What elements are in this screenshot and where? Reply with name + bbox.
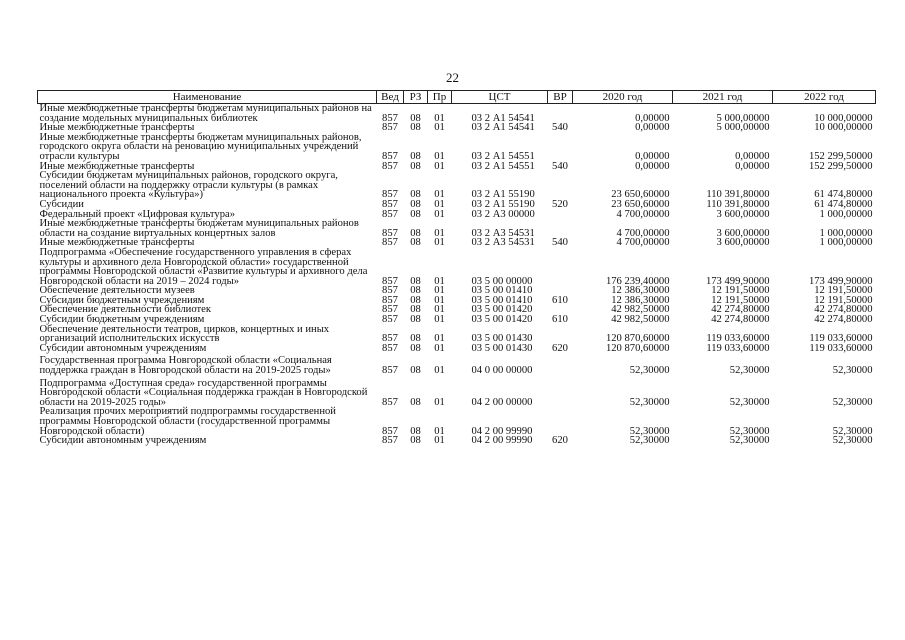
cell-cst: 03 2 А1 54541 — [471, 122, 535, 134]
cell-rz: 08 — [410, 285, 421, 297]
cell-name: Субсидии автономным учреждениям — [39, 435, 207, 447]
cell-2021: 42 274,80000 — [711, 314, 770, 326]
cell-pr: 01 — [434, 304, 445, 316]
cell-name: Федеральный проект «Цифровая культура» — [39, 208, 236, 220]
cell-name: Иные межбюджетные трансферты бюджетам муниципальных районов области на создание виртуальных концертных залов — [39, 218, 359, 239]
cell-rz: 08 — [410, 160, 421, 172]
table-row — [38, 171, 876, 200]
cell-rz: 08 — [410, 365, 421, 377]
cell-2022: 173 499,90000 — [808, 275, 873, 287]
cell-name: Государственная программа Новгородской области «Социальная поддержка граждан в Новгородской области на 2019-2025 годы» — [39, 355, 332, 377]
cell-rz: 08 — [410, 122, 421, 134]
cell-ved: 857 — [382, 160, 398, 172]
cell-2022: 42 274,80000 — [814, 304, 873, 316]
cell-vr — [548, 379, 573, 408]
cell-ved: 857 — [382, 365, 398, 377]
cell-ved: 857 — [382, 275, 398, 287]
cell-vr — [548, 356, 573, 375]
cell-rz: 08 — [410, 208, 421, 220]
table-row — [38, 356, 876, 375]
cell-cst: 03 2 А3 00000 — [471, 208, 535, 220]
cell-vr: 540 — [552, 237, 568, 249]
cell-2022: 10 000,00000 — [814, 122, 873, 134]
col-header-2021: 2021 год — [673, 91, 773, 104]
cell-vr: 620 — [552, 435, 568, 447]
cell-2020: 4 700,00000 — [616, 208, 670, 220]
cell-rz: 08 — [410, 342, 421, 354]
cell-vr: 610 — [552, 294, 568, 306]
cell-pr: 01 — [434, 122, 445, 134]
cell-2022: 1 000,00000 — [819, 227, 873, 239]
cell-pr: 01 — [434, 275, 445, 287]
cell-pr: 01 — [434, 285, 445, 297]
cell-rz: 08 — [410, 189, 421, 201]
col-header-vr: ВР — [548, 91, 573, 104]
cell-name: Иные межбюджетные трансферты бюджетам муниципальных районов, городского округа области на реновацию муниципальных учреждений отрасли культуры — [39, 131, 362, 162]
cell-rz: 08 — [410, 150, 421, 162]
cell-2021: 12 191,50000 — [711, 285, 770, 297]
cell-2021: 52,30000 — [729, 425, 770, 437]
cell-rz: 08 — [410, 314, 421, 326]
cell-cst: 03 5 00 01420 — [471, 304, 533, 316]
cell-cst: 03 2 А1 54551 — [471, 150, 535, 162]
col-header-2020: 2020 год — [573, 91, 673, 104]
cell-ved: 857 — [382, 304, 398, 316]
cell-cst: 03 5 00 01430 — [471, 333, 533, 345]
cell-2021: 110 391,80000 — [706, 189, 770, 201]
cell-pr: 01 — [434, 189, 445, 201]
cell-pr: 01 — [434, 198, 445, 210]
cell-pr: 01 — [434, 425, 445, 437]
cell-pr: 01 — [434, 227, 445, 239]
col-header-rz: РЗ — [404, 91, 428, 104]
cell-2020: 52,30000 — [629, 425, 670, 437]
cell-cst: 04 2 00 99990 — [471, 425, 533, 437]
cell-2022: 119 033,60000 — [809, 333, 873, 345]
cell-2020: 0,00000 — [635, 150, 670, 162]
cell-2020: 176 239,40000 — [605, 275, 670, 287]
cell-name: Подпрограмма «Обеспечение государственного управления в сферах культуры и архивного дела Новгородской области» государственной программы Новгородской области «Развитие культуры и архивного дела Новгородской области на 2019 – 2024 годы» — [39, 246, 368, 287]
page-number: 22 — [446, 70, 459, 85]
cell-2021: 5 000,00000 — [716, 112, 770, 124]
cell-2022: 52,30000 — [832, 435, 873, 447]
cell-ved: 857 — [382, 122, 398, 134]
table-row — [38, 133, 876, 162]
cell-2020: 0,00000 — [635, 112, 670, 124]
cell-pr: 01 — [434, 208, 445, 220]
cell-ved: 857 — [382, 396, 398, 408]
cell-pr: 01 — [434, 342, 445, 354]
cell-name: Субсидии бюджетам муниципальных районов, городского округа, поселений области на поддержку отрасли культуры (в рамках национального проекта «Культура») — [39, 170, 338, 201]
cell-2022: 12 191,50000 — [814, 294, 873, 306]
cell-ved: 857 — [382, 285, 398, 297]
cell-2022: 1 000,00000 — [819, 237, 873, 249]
cell-2020: 0,00000 — [635, 160, 670, 172]
cell-2020: 4 700,00000 — [616, 237, 670, 249]
cell-2022: 10 000,00000 — [814, 112, 873, 124]
cell-cst: 03 5 00 01430 — [471, 342, 533, 354]
cell-cst: 04 2 00 99990 — [471, 435, 533, 447]
cell-name: Субсидии автономным учреждениям — [39, 342, 207, 354]
cell-2020: 42 982,50000 — [611, 304, 670, 316]
cell-ved: 857 — [382, 294, 398, 306]
cell-2020: 52,30000 — [629, 396, 670, 408]
table-row — [38, 325, 876, 344]
cell-ved: 857 — [382, 112, 398, 124]
budget-table-container — [37, 90, 875, 446]
cell-ved: 857 — [382, 342, 398, 354]
cell-2021: 0,00000 — [735, 160, 770, 172]
cell-pr: 01 — [434, 112, 445, 124]
cell-2020: 12 386,30000 — [611, 294, 670, 306]
cell-2020: 23 650,60000 — [611, 189, 670, 201]
cell-2021: 52,30000 — [729, 396, 770, 408]
cell-vr: 540 — [552, 122, 568, 134]
cell-2021: 42 274,80000 — [711, 304, 770, 316]
cell-vr: 610 — [552, 314, 568, 326]
table-row — [38, 104, 876, 124]
table-header — [38, 91, 876, 104]
cell-2021: 173 499,90000 — [705, 275, 770, 287]
cell-2022: 152 299,50000 — [808, 150, 873, 162]
cell-rz: 08 — [410, 294, 421, 306]
cell-2022: 52,30000 — [832, 396, 873, 408]
cell-name: Иные межбюджетные трансферты — [39, 237, 195, 249]
cell-name: Субсидии бюджетным учреждениям — [39, 314, 205, 326]
cell-pr: 01 — [434, 160, 445, 172]
cell-name: Иные межбюджетные трансферты бюджетам муниципальных районов на создание модельных муниципальных библиотек — [39, 103, 372, 124]
cell-ved: 857 — [382, 425, 398, 437]
cell-name: Иные межбюджетные трансферты — [39, 122, 195, 134]
cell-ved: 857 — [382, 237, 398, 249]
cell-name: Иные межбюджетные трансферты — [39, 160, 195, 172]
cell-2021: 3 600,00000 — [716, 237, 770, 249]
cell-rz: 08 — [410, 112, 421, 124]
cell-pr: 01 — [434, 294, 445, 306]
cell-vr — [548, 325, 573, 344]
cell-2021: 52,30000 — [729, 435, 770, 447]
cell-2020: 0,00000 — [635, 122, 670, 134]
cell-pr: 01 — [434, 314, 445, 326]
cell-vr — [548, 133, 573, 162]
cell-rz: 08 — [410, 227, 421, 239]
table-row — [38, 248, 876, 286]
cell-cst: 03 5 00 01420 — [471, 314, 533, 326]
cell-ved: 857 — [382, 150, 398, 162]
cell-name: Субсидии бюджетным учреждениям — [39, 294, 205, 306]
cell-vr: 520 — [552, 198, 568, 210]
cell-cst: 03 2 А1 55190 — [471, 198, 535, 210]
cell-ved: 857 — [382, 227, 398, 239]
col-header-name: Наименование — [38, 91, 377, 104]
cell-2020: 120 870,60000 — [605, 342, 670, 354]
cell-2022: 61 474,80000 — [814, 198, 873, 210]
cell-ved: 857 — [382, 198, 398, 210]
cell-name: Обеспечение деятельности музеев — [39, 285, 195, 297]
cell-2020: 23 650,60000 — [611, 198, 670, 210]
cell-cst: 03 5 00 01410 — [471, 285, 533, 297]
cell-2020: 12 386,30000 — [611, 285, 670, 297]
cell-rz: 08 — [410, 333, 421, 345]
cell-2022: 12 191,50000 — [814, 285, 873, 297]
cell-2021: 110 391,80000 — [706, 198, 770, 210]
cell-cst: 03 2 А1 55190 — [471, 189, 535, 201]
col-header-ved: Вед — [377, 91, 404, 104]
col-header-pr: Пр — [428, 91, 452, 104]
cell-rz: 08 — [410, 435, 421, 447]
cell-vr — [548, 210, 573, 220]
cell-pr: 01 — [434, 150, 445, 162]
cell-2022: 52,30000 — [832, 425, 873, 437]
cell-rz: 08 — [410, 425, 421, 437]
cell-2020: 120 870,60000 — [605, 333, 670, 345]
cell-rz: 08 — [410, 237, 421, 249]
cell-2022: 61 474,80000 — [814, 189, 873, 201]
cell-2021: 119 033,60000 — [706, 333, 770, 345]
cell-ved: 857 — [382, 314, 398, 326]
cell-2022: 52,30000 — [832, 365, 873, 377]
cell-cst: 03 5 00 01410 — [471, 294, 533, 306]
cell-pr: 01 — [434, 237, 445, 249]
cell-cst: 03 2 А1 54541 — [471, 112, 535, 124]
cell-pr: 01 — [434, 435, 445, 447]
table-row — [38, 407, 876, 436]
cell-name: Субсидии — [39, 198, 84, 210]
cell-vr — [548, 104, 573, 124]
cell-pr: 01 — [434, 333, 445, 345]
cell-2022: 1 000,00000 — [819, 208, 873, 220]
cell-2020: 4 700,00000 — [616, 227, 670, 239]
cell-vr — [548, 248, 573, 286]
cell-ved: 857 — [382, 189, 398, 201]
budget-table — [37, 90, 876, 446]
cell-vr — [548, 219, 573, 238]
cell-2020: 52,30000 — [629, 435, 670, 447]
cell-cst: 04 0 00 00000 — [471, 365, 533, 377]
cell-rz: 08 — [410, 304, 421, 316]
table-row — [38, 436, 876, 446]
cell-pr: 01 — [434, 365, 445, 377]
col-header-2022: 2022 год — [773, 91, 876, 104]
cell-2021: 5 000,00000 — [716, 122, 770, 134]
table-row — [38, 219, 876, 238]
cell-rz: 08 — [410, 275, 421, 287]
cell-name: Обеспечение деятельности театров, цирков, концертных и иных организаций исполнительских искусств — [39, 323, 330, 345]
cell-ved: 857 — [382, 435, 398, 447]
cell-name: Подпрограмма «Доступная среда» государственной программы Новгородской области «Социальная поддержка граждан в Новгородской области на 2019-2025 годы» — [39, 377, 368, 408]
cell-name: Обеспечение деятельности библиотек — [39, 304, 211, 316]
cell-2020: 42 982,50000 — [611, 314, 670, 326]
cell-2022: 119 033,60000 — [809, 342, 873, 354]
cell-2021: 3 600,00000 — [716, 208, 770, 220]
table-row — [38, 379, 876, 408]
cell-cst: 03 5 00 00000 — [471, 275, 533, 287]
cell-2022: 152 299,50000 — [808, 160, 873, 172]
cell-cst: 03 2 А1 54551 — [471, 160, 535, 172]
cell-vr — [548, 171, 573, 200]
col-header-cst: ЦСТ — [452, 91, 548, 104]
cell-pr: 01 — [434, 396, 445, 408]
cell-2020: 52,30000 — [629, 365, 670, 377]
cell-ved: 857 — [382, 208, 398, 220]
cell-2021: 3 600,00000 — [716, 227, 770, 239]
cell-vr: 540 — [552, 160, 568, 172]
cell-rz: 08 — [410, 396, 421, 408]
cell-ved: 857 — [382, 333, 398, 345]
cell-2021: 12 191,50000 — [711, 294, 770, 306]
cell-vr — [548, 407, 573, 436]
cell-vr: 620 — [552, 342, 568, 354]
cell-2021: 119 033,60000 — [706, 342, 770, 354]
cell-rz: 08 — [410, 198, 421, 210]
cell-2021: 52,30000 — [729, 365, 770, 377]
cell-cst: 03 2 А3 54531 — [471, 237, 535, 249]
cell-cst: 03 2 А3 54531 — [471, 227, 535, 239]
table-row — [38, 344, 876, 354]
cell-cst: 04 2 00 00000 — [471, 396, 533, 408]
cell-name: Реализация прочих мероприятий подпрограммы государственной программы Новгородской области (государственной программы Новгородской области) — [39, 406, 336, 437]
table-body — [38, 104, 876, 446]
cell-2022: 42 274,80000 — [814, 314, 873, 326]
cell-2021: 0,00000 — [735, 150, 770, 162]
